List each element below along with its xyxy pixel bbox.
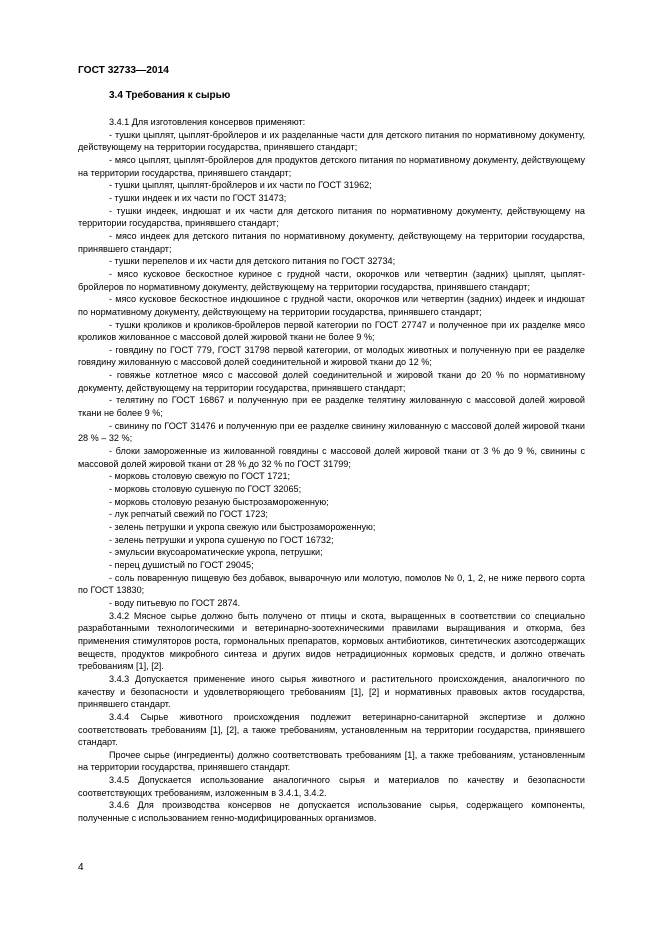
list-item: - телятину по ГОСТ 16867 и полученную при ее разделке телятину жилованную с массовой долей жировой ткани не более 9 %; — [78, 395, 585, 419]
document-body — [78, 116, 585, 825]
list-item: - мясо цыплят, цыплят-бройлеров для продуктов детского питания по нормативному документу, действующему на территории государства, принявшего стандарт; — [78, 154, 585, 178]
list-item: - воду питьевую по ГОСТ 2874. — [109, 597, 241, 608]
list-item: - морковь столовую свежую по ГОСТ 1721; — [109, 471, 291, 482]
list-item: - соль поваренную пищевую без добавок, выварочную или молотую, помолов № 0, 1, 2, не ниже первого сорта по ГОСТ 13830; — [78, 572, 585, 596]
paragraph: 3.4.1 Для изготовления консервов применяют: — [109, 117, 306, 127]
list-item: - эмульсии вкусоароматические укропа, петрушки; — [109, 547, 323, 558]
paragraph: 3.4.4 Сырье животного происхождения подлежит ветеринарно-санитарной экспертизе и должно соответствовать требованиям [1], [2], а также требованиям, установленным на территории государства, принявшего стандарт. — [78, 711, 585, 748]
list-item: - тушки индеек и их части по ГОСТ 31473; — [109, 192, 287, 203]
list-item: - лук репчатый свежий по ГОСТ 1723; — [109, 509, 268, 520]
paragraph: 3.4.3 Допускается применение иного сырья животного и растительного происхождения, аналогичного по качеству и безопасности и удовлетворяющего требованиям [1], [2] и нормативных правовых актов государства, принявшего стандарт. — [78, 673, 585, 710]
list-item: - зелень петрушки и укропа свежую или быстрозамороженную; — [109, 522, 376, 532]
paragraph: 3.4.5 Допускается использование аналогичного сырья и материалов по качеству и безопасности соответствующих требованиям, изложенным в 3.4.1, 3.4.2. — [78, 775, 585, 798]
list-item: - тушки цыплят, цыплят-бройлеров и их разделанные части для детского питания по нормативному документу, действующему на территории государства, принявшего стандарт; — [78, 129, 585, 153]
list-item: - говяжье котлетное мясо с массовой долей соединительной и жировой ткани до 20 % по нормативному документу, действующему на территории государства, принявшего стандарт; — [78, 370, 585, 393]
section-title: 3.4 Требования к сырью — [109, 90, 231, 101]
page-number: 4 — [78, 862, 84, 873]
paragraph: Прочее сырье (ингредиенты) должно соответствовать требованиям [1], а также требованиям, установленным на территории государства, принявшего стандарт. — [78, 749, 585, 773]
list-item: - морковь столовую резаную быстрозамороженную; — [109, 496, 329, 507]
list-item: - тушки кроликов и кроликов-бройлеров первой категории по ГОСТ 27747 и полученное при их разделке мясо кроликов жилованное с массовой долей жировой ткани не более 9 %; — [78, 319, 585, 343]
list-item: - тушки индеек, индюшат и их части для детского питания по нормативному документу, действующему на территории государства, принявшего стандарт; — [78, 205, 585, 229]
list-item: - мясо кусковое бескостное куриное с грудной части, окорочков или четвертин (задних) цыплят, цыплят-бройлеров по нормативному документу, действующему на территории государства, принявшего стандарт; — [78, 268, 585, 292]
paragraph: 3.4.2 Мясное сырье должно быть получено от птицы и скота, выращенных в соответствии со специально разработанными технологическими и ветеринарно-зоотехническими правилами выращивания и откорма, без применения стимуляторов роста, гормональных препаратов, кормовых антибиотиков, синтетических азотсодержащих веществ, продуктов микробного синтеза и других видов нетрадиционных кормовых средств, и должно отвечать требованиям [1], [2]. — [78, 610, 585, 672]
standard-header: ГОСТ 32733—2014 — [78, 65, 169, 76]
list-item: - говядину по ГОСТ 779, ГОСТ 31798 первой категории, от молодых животных и полученную при ее разделке говядину жилованную с массовой долей соединительной и жировой ткани до 12 %; — [78, 344, 585, 368]
list-item: - свинину по ГОСТ 31476 и полученную при ее разделке свинину жилованную с массовой долей жировой ткани 28 % – 32 %; — [78, 420, 585, 444]
list-item: - мясо индеек для детского питания по нормативному документу, действующему на территории государства, принявшего стандарт; — [78, 230, 585, 254]
list-item: - зелень петрушки и укропа сушеную по ГОСТ 16732; — [109, 534, 334, 545]
list-item: - тушки цыплят, цыплят-бройлеров и их части по ГОСТ 31962; — [109, 180, 372, 191]
list-item: - мясо кусковое бескостное индюшиное с грудной части, окорочков или четвертин (задних) индеек и индюшат по нормативному документу, действующему на территории государства, принявшего стандарт; — [78, 294, 585, 317]
list-item: - морковь столовую сушеную по ГОСТ 32065; — [109, 484, 302, 495]
paragraph: 3.4.6 Для производства консервов не допускается использование сырья, содержащего компоненты, полученные с использованием генно-модифицированных организмов. — [78, 800, 585, 824]
list-item: - тушки перепелов и их части для детского питания по ГОСТ 32734; — [109, 256, 396, 267]
list-item: - перец душистый по ГОСТ 29045; — [109, 559, 254, 570]
list-item: - блоки замороженные из жилованной говядины с массовой долей жировой ткани от 3 % до 9 %, свинины с массовой долей жировой ткани от 28 % до 32 % по ГОСТ 31799; — [78, 446, 585, 469]
